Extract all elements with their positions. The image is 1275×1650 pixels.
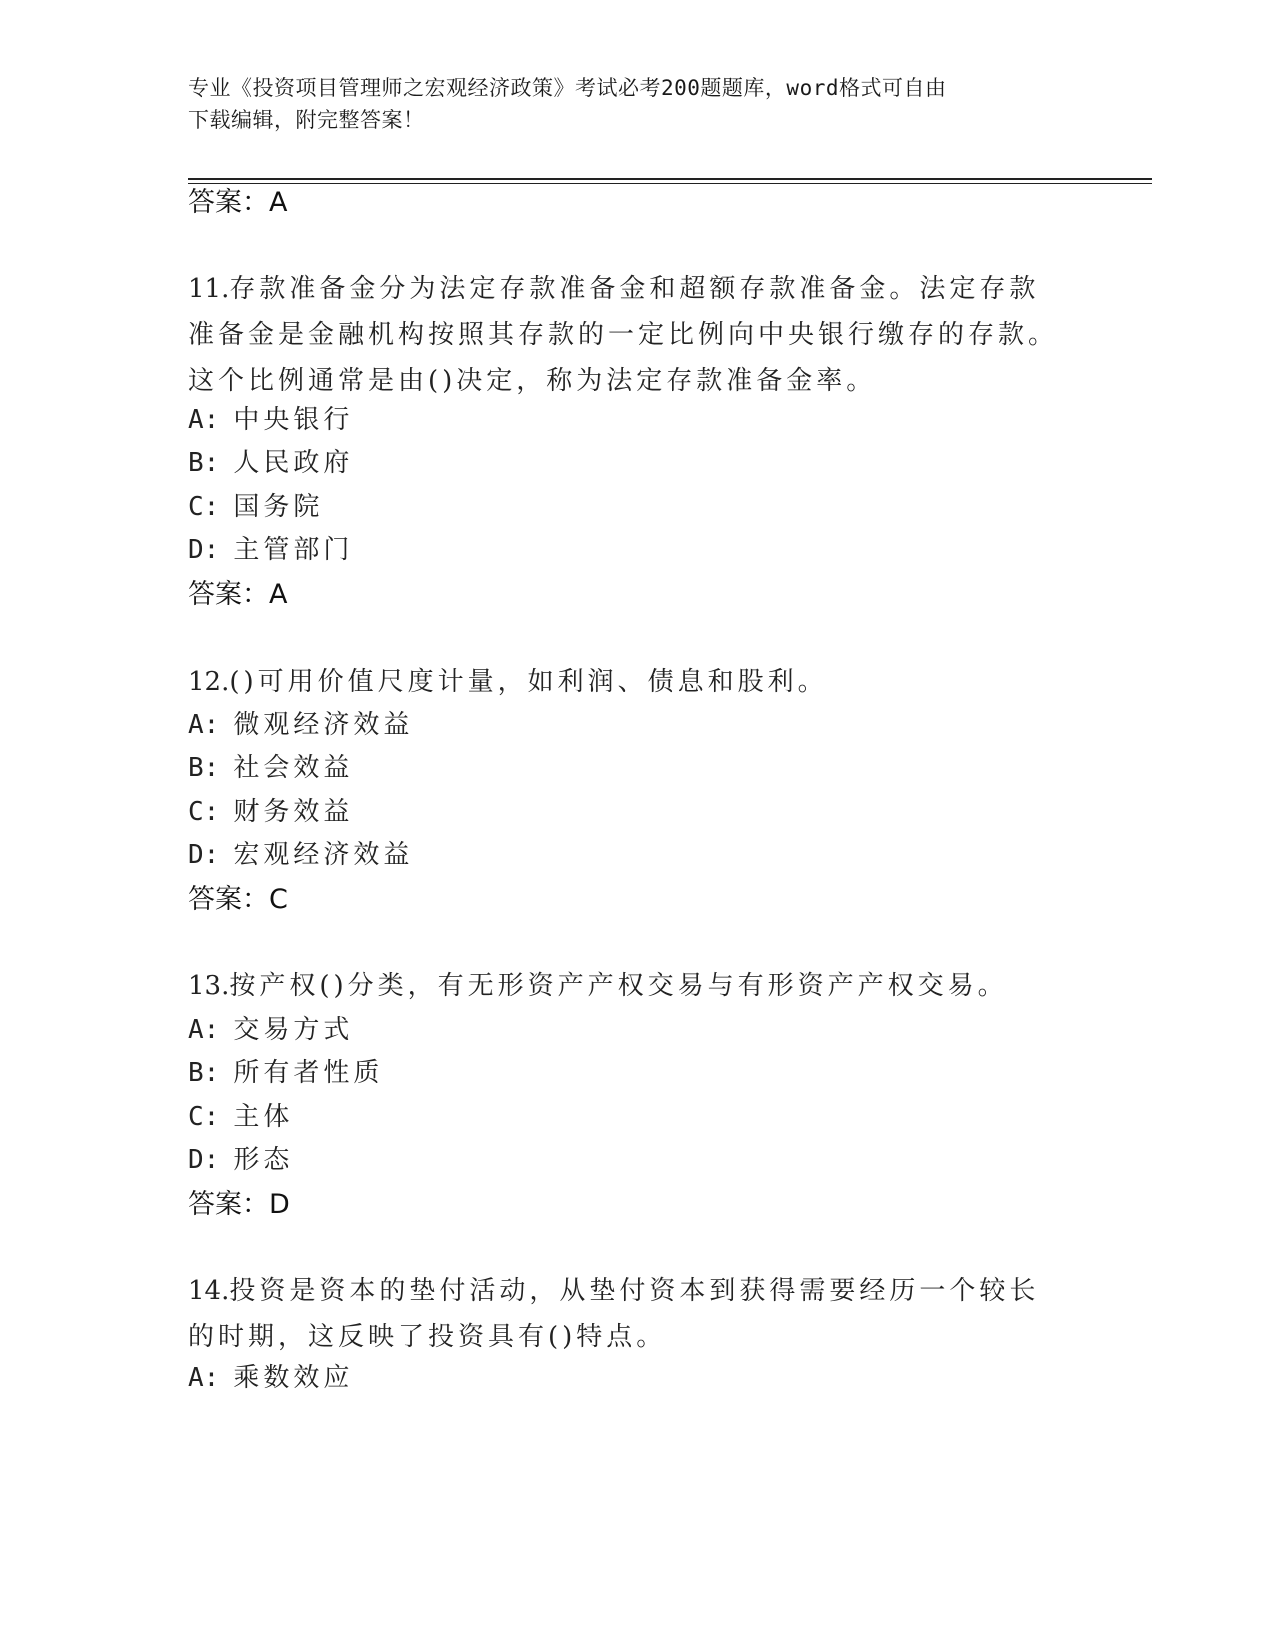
option-key: B:	[188, 448, 220, 478]
answer-line	[188, 883, 288, 917]
option-text: 人民政府	[233, 448, 354, 478]
answer-label: 答案：	[188, 884, 269, 915]
option-text: 形态	[233, 1145, 294, 1175]
header-line-2: 下载编辑，附完整答案！	[188, 108, 425, 132]
answer-value: D	[269, 1189, 290, 1220]
answer-value: A	[269, 187, 288, 218]
option-d	[188, 1137, 293, 1183]
question-11	[188, 266, 1068, 404]
option-key: D:	[188, 1145, 220, 1175]
option-text: 社会效益	[233, 753, 354, 783]
option-d	[188, 832, 413, 878]
answer-value: C	[269, 884, 288, 915]
question-number: 11.	[188, 274, 230, 304]
question-number: 13.	[188, 971, 230, 1001]
option-key: A:	[188, 1015, 220, 1045]
option-a	[188, 1007, 353, 1053]
option-text: 国务院	[233, 492, 324, 522]
option-text: 主管部门	[233, 535, 354, 565]
question-13	[188, 963, 1068, 1009]
question-number: 14.	[188, 1276, 230, 1306]
option-key: C:	[188, 1102, 220, 1132]
option-key: B:	[188, 1058, 220, 1088]
option-c	[188, 789, 353, 835]
option-c	[188, 484, 323, 530]
answer-label: 答案：	[188, 579, 269, 610]
question-text: 存款准备金分为法定存款准备金和超额存款准备金。法定存款准备金是金融机构按照其存款的一定比例向中央银行缴存的存款。这个比例通常是由()决定，称为法定存款准备金率。	[188, 274, 1059, 396]
answer-label: 答案：	[188, 187, 269, 218]
question-14	[188, 1268, 1068, 1360]
option-key: C:	[188, 492, 220, 522]
option-key: D:	[188, 535, 220, 565]
option-a	[188, 397, 353, 443]
option-b	[188, 745, 353, 791]
option-b	[188, 1050, 383, 1096]
question-text: ()可用价值尺度计量，如利润、债息和股利。	[229, 667, 828, 697]
question-text: 按产权()分类，有无形资产产权交易与有形资产产权交易。	[229, 971, 1008, 1001]
header-line-1: 专业《投资项目管理师之宏观经济政策》考试必考200题题库，word格式可自由	[188, 76, 947, 100]
option-a	[188, 702, 413, 748]
answer-line	[188, 578, 287, 612]
question-text: 投资是资本的垫付活动，从垫付资本到获得需要经历一个较长的时期，这反映了投资具有()特点。	[188, 1276, 1040, 1352]
option-key: A:	[188, 405, 220, 435]
question-number: 12.	[188, 667, 230, 697]
header-divider	[188, 178, 1152, 184]
answer-line	[188, 186, 287, 220]
option-key: A:	[188, 1363, 220, 1393]
option-text: 中央银行	[233, 405, 354, 435]
option-key: A:	[188, 710, 220, 740]
option-key: C:	[188, 797, 220, 827]
option-key: B:	[188, 753, 220, 783]
option-text: 乘数效应	[233, 1363, 354, 1393]
answer-line	[188, 1188, 290, 1222]
option-d	[188, 527, 353, 573]
option-c	[188, 1094, 293, 1140]
option-text: 主体	[233, 1102, 294, 1132]
option-b	[188, 440, 353, 486]
option-text: 交易方式	[233, 1015, 354, 1045]
option-text: 微观经济效益	[233, 710, 414, 740]
question-12	[188, 659, 1068, 705]
answer-label: 答案：	[188, 1189, 269, 1220]
option-a	[188, 1355, 353, 1401]
option-text: 所有者性质	[233, 1058, 384, 1088]
option-key: D:	[188, 840, 220, 870]
document-header	[188, 72, 1068, 136]
answer-value: A	[269, 579, 288, 610]
option-text: 财务效益	[233, 797, 354, 827]
option-text: 宏观经济效益	[233, 840, 414, 870]
